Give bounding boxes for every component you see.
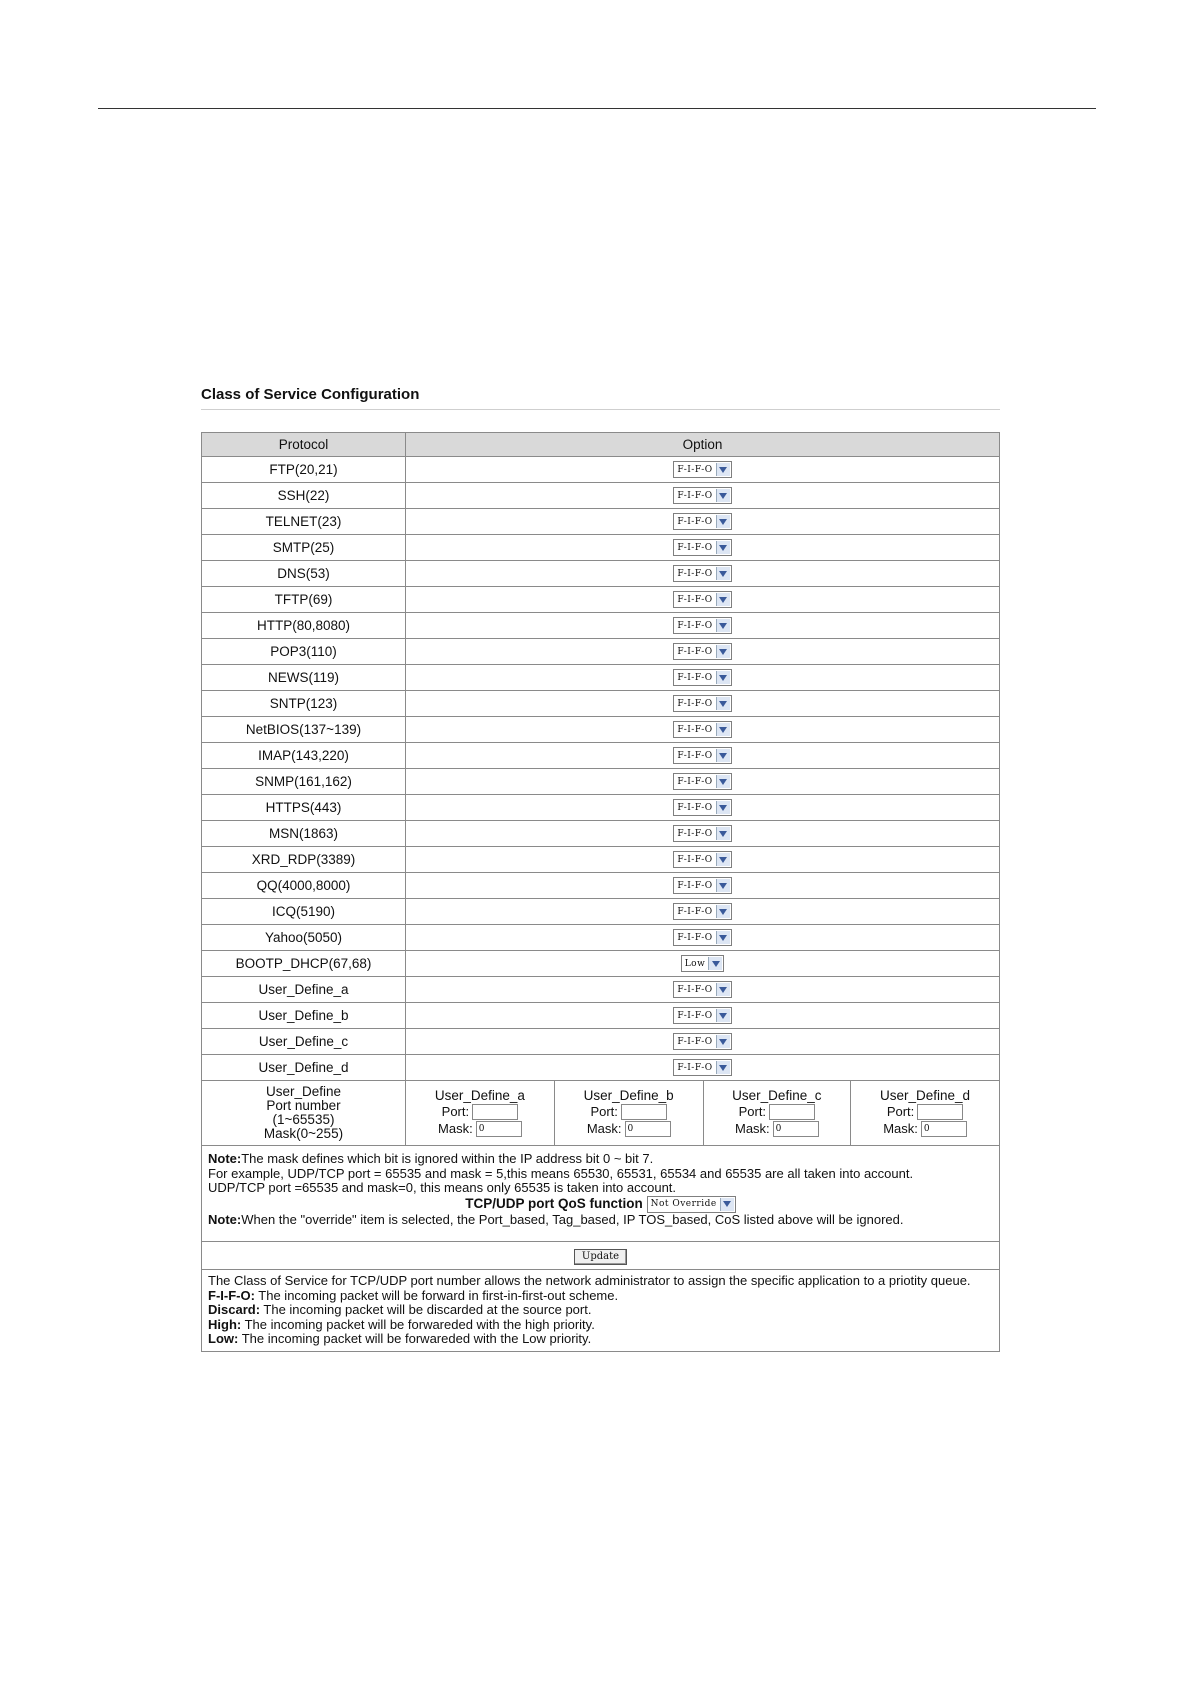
table-row [202, 795, 1000, 821]
note-2-label: Note: [208, 1211, 242, 1227]
chevron-down-icon [716, 1009, 730, 1022]
port-input[interactable] [917, 1104, 963, 1120]
priority-select-value: F-I-F-O [677, 698, 713, 709]
chevron-down-icon [716, 853, 730, 866]
protocol-name: FTP(20,21) [202, 457, 406, 483]
mask-input[interactable]: 0 [625, 1121, 671, 1137]
chevron-down-icon [716, 827, 730, 840]
note-2-text: When the "override" item is selected, the Port_based, Tag_based, IP TOS_based, CoS listed above will be ignored. [241, 1211, 904, 1227]
table-row [202, 483, 1000, 509]
legend-item [208, 1303, 993, 1318]
chevron-down-icon [716, 463, 730, 476]
priority-select-value: F-I-F-O [677, 906, 713, 917]
priority-select[interactable] [673, 591, 731, 608]
cos-config-section [201, 386, 1000, 1352]
user-define-name: User_Define_b [583, 1088, 674, 1103]
protocol-name: DNS(53) [202, 561, 406, 587]
protocol-name: SMTP(25) [202, 535, 406, 561]
update-row [202, 1242, 1000, 1270]
chevron-down-icon [708, 957, 722, 970]
protocol-name: User_Define_d [202, 1055, 406, 1081]
user-define-label-4: Mask(0~255) [263, 1126, 344, 1141]
priority-select[interactable] [681, 955, 725, 972]
priority-select[interactable] [673, 747, 731, 764]
option-cell [406, 899, 1000, 925]
note-example-2: UDP/TCP port =65535 and mask=0, this means only 65535 is taken into account. [208, 1180, 677, 1195]
chevron-down-icon [716, 983, 730, 996]
priority-select[interactable] [673, 617, 731, 634]
table-row [202, 1029, 1000, 1055]
table-row [202, 561, 1000, 587]
user-define-label-3: (1~65535) [272, 1112, 335, 1127]
chevron-down-icon [716, 541, 730, 554]
chevron-down-icon [716, 671, 730, 684]
notes-cell [202, 1146, 1000, 1242]
priority-select[interactable] [673, 461, 731, 478]
priority-select-value: F-I-F-O [677, 594, 713, 605]
option-cell [406, 639, 1000, 665]
priority-select[interactable] [673, 903, 731, 920]
protocol-name: User_Define_b [202, 1003, 406, 1029]
legend-desc: The incoming packet will be discarded at the source port. [260, 1302, 592, 1317]
option-cell [406, 665, 1000, 691]
user-define-column [554, 1081, 703, 1146]
priority-select-value: F-I-F-O [677, 750, 713, 761]
user-define-port-row [202, 1081, 1000, 1146]
legend-item [208, 1318, 993, 1333]
priority-select[interactable] [673, 929, 731, 946]
option-cell [406, 1055, 1000, 1081]
port-label: Port: [441, 1104, 470, 1119]
mask-label: Mask: [883, 1121, 918, 1136]
legend-term: F-I-F-O: [208, 1287, 255, 1303]
user-define-name: User_Define_c [732, 1088, 822, 1103]
priority-select[interactable] [673, 669, 731, 686]
option-cell [406, 977, 1000, 1003]
table-row [202, 847, 1000, 873]
table-row [202, 639, 1000, 665]
user-define-name: User_Define_a [434, 1088, 525, 1103]
table-row [202, 821, 1000, 847]
priority-select-value: F-I-F-O [677, 672, 713, 683]
chevron-down-icon [716, 567, 730, 580]
port-line [555, 1103, 703, 1120]
table-row [202, 951, 1000, 977]
priority-select-value: F-I-F-O [677, 620, 713, 631]
legend-term: High: [208, 1316, 242, 1332]
port-input[interactable] [621, 1104, 667, 1120]
legend-desc: The incoming packet will be forwareded with the Low priority. [238, 1331, 592, 1346]
mask-line [555, 1120, 703, 1137]
option-cell [406, 691, 1000, 717]
port-line [851, 1103, 999, 1120]
table-row [202, 925, 1000, 951]
mask-label: Mask: [586, 1121, 622, 1136]
chevron-down-icon [716, 931, 730, 944]
table-row [202, 535, 1000, 561]
chevron-down-icon [716, 593, 730, 606]
option-cell [406, 769, 1000, 795]
priority-select-value: F-I-F-O [677, 776, 713, 787]
option-cell [406, 925, 1000, 951]
option-cell [406, 821, 1000, 847]
priority-select-value: F-I-F-O [677, 828, 713, 839]
option-cell [406, 1003, 1000, 1029]
table-row [202, 873, 1000, 899]
port-label: Port: [738, 1104, 767, 1119]
note-1 [208, 1152, 993, 1167]
priority-select-value: F-I-F-O [677, 490, 713, 501]
title-divider [201, 409, 1000, 410]
priority-select-value: F-I-F-O [677, 464, 713, 475]
table-row [202, 743, 1000, 769]
chevron-down-icon [716, 801, 730, 814]
priority-select[interactable] [673, 487, 731, 504]
legend-items [208, 1289, 993, 1347]
port-line [406, 1103, 554, 1120]
user-define-label-cell [202, 1081, 406, 1146]
chevron-down-icon [720, 1198, 734, 1211]
priority-select[interactable] [673, 695, 731, 712]
priority-select-value: F-I-F-O [677, 724, 713, 735]
option-cell [406, 587, 1000, 613]
page-top-rule [98, 108, 1096, 109]
option-cell [406, 561, 1000, 587]
table-row [202, 457, 1000, 483]
priority-select[interactable] [673, 981, 731, 998]
user-define-name: User_Define_d [880, 1088, 971, 1103]
protocol-name: Yahoo(5050) [202, 925, 406, 951]
user-define-column [851, 1081, 1000, 1146]
priority-select[interactable] [673, 1033, 731, 1050]
notes-row [202, 1146, 1000, 1242]
mask-label: Mask: [734, 1121, 770, 1136]
chevron-down-icon [716, 879, 730, 892]
option-cell [406, 951, 1000, 977]
note-label: Note: [208, 1151, 242, 1166]
table-row [202, 509, 1000, 535]
user-define-column [406, 1081, 555, 1146]
user-define-label-2: Port number [266, 1098, 341, 1113]
protocol-name: SNMP(161,162) [202, 769, 406, 795]
user-define-label-1: User_Define [265, 1084, 342, 1099]
protocol-name: BOOTP_DHCP(67,68) [202, 951, 406, 977]
mask-input[interactable]: 0 [476, 1121, 522, 1137]
legend-item [208, 1289, 993, 1304]
chevron-down-icon [716, 619, 730, 632]
protocol-name: NEWS(119) [202, 665, 406, 691]
protocol-name: TELNET(23) [202, 509, 406, 535]
table-row [202, 691, 1000, 717]
port-label: Port: [590, 1104, 618, 1119]
priority-select-value: Low [684, 958, 706, 969]
option-cell [406, 509, 1000, 535]
priority-select-value: F-I-F-O [677, 932, 713, 943]
option-cell [406, 483, 1000, 509]
table-row [202, 1003, 1000, 1029]
chevron-down-icon [716, 749, 730, 762]
mask-input[interactable]: 0 [921, 1121, 967, 1137]
legend-desc: The incoming packet will be forward in first-in-first-out scheme. [254, 1287, 619, 1303]
table-row [202, 665, 1000, 691]
legend-term: Discard: [208, 1302, 261, 1317]
port-label: Port: [886, 1104, 915, 1119]
protocol-name: ICQ(5190) [202, 899, 406, 925]
option-cell [406, 717, 1000, 743]
protocol-name: User_Define_a [202, 977, 406, 1003]
option-cell [406, 795, 1000, 821]
priority-select-value: F-I-F-O [677, 646, 713, 657]
user-define-column [703, 1081, 851, 1146]
table-row [202, 587, 1000, 613]
priority-select[interactable] [673, 513, 731, 530]
priority-select[interactable] [673, 1007, 731, 1024]
priority-select-value: F-I-F-O [677, 854, 713, 865]
port-line [704, 1103, 851, 1120]
option-cell [406, 743, 1000, 769]
update-cell [202, 1242, 1000, 1270]
qos-function-label: TCP/UDP port QoS function [465, 1195, 643, 1211]
header-option: Option [406, 433, 1000, 457]
priority-select-value: F-I-F-O [677, 1062, 713, 1073]
option-cell [406, 1029, 1000, 1055]
priority-select[interactable] [673, 565, 731, 582]
qos-function-value: Not Override [650, 1198, 717, 1209]
note-1-text: The mask defines which bit is ignored within the IP address bit 0 ~ bit 7. [241, 1151, 654, 1166]
priority-select[interactable] [673, 825, 731, 842]
port-input[interactable] [769, 1104, 815, 1120]
priority-select-value: F-I-F-O [677, 880, 713, 891]
protocol-name: NetBIOS(137~139) [202, 717, 406, 743]
chevron-down-icon [716, 723, 730, 736]
table-row [202, 977, 1000, 1003]
table-row [202, 613, 1000, 639]
protocol-name: SSH(22) [202, 483, 406, 509]
protocol-name: POP3(110) [202, 639, 406, 665]
option-cell [406, 613, 1000, 639]
mask-line [406, 1120, 554, 1137]
priority-select-value: F-I-F-O [677, 802, 713, 813]
priority-select-value: F-I-F-O [677, 516, 713, 527]
mask-input[interactable]: 0 [773, 1121, 819, 1137]
protocol-name: SNTP(123) [202, 691, 406, 717]
qos-function-select[interactable] [647, 1196, 736, 1213]
protocol-name: HTTP(80,8080) [202, 613, 406, 639]
chevron-down-icon [716, 489, 730, 502]
legend-item [208, 1332, 993, 1347]
priority-select[interactable] [673, 721, 731, 738]
priority-select-value: F-I-F-O [677, 568, 713, 579]
note-2 [208, 1213, 993, 1228]
section-title: Class of Service Configuration [201, 386, 420, 403]
legend-row [202, 1270, 1000, 1352]
chevron-down-icon [716, 1061, 730, 1074]
chevron-down-icon [716, 697, 730, 710]
port-input[interactable] [472, 1104, 518, 1120]
chevron-down-icon [716, 515, 730, 528]
priority-select-value: F-I-F-O [677, 542, 713, 553]
legend-desc: The incoming packet will be forwareded with the high priority. [241, 1316, 595, 1332]
priority-select[interactable] [673, 643, 731, 660]
protocol-name: MSN(1863) [202, 821, 406, 847]
table-header-row [202, 433, 1000, 457]
chevron-down-icon [716, 645, 730, 658]
table-row [202, 899, 1000, 925]
protocol-name: XRD_RDP(3389) [202, 847, 406, 873]
priority-select-value: F-I-F-O [677, 984, 713, 995]
header-protocol: Protocol [202, 433, 406, 457]
mask-label: Mask: [438, 1121, 473, 1136]
option-cell [406, 847, 1000, 873]
priority-select-value: F-I-F-O [677, 1010, 713, 1021]
priority-select[interactable] [673, 851, 731, 868]
protocol-name: HTTPS(443) [202, 795, 406, 821]
update-button[interactable]: Update [574, 1249, 627, 1265]
priority-select-value: F-I-F-O [677, 1036, 713, 1047]
table-row [202, 769, 1000, 795]
protocol-name: TFTP(69) [202, 587, 406, 613]
priority-select[interactable] [673, 773, 731, 790]
table-row [202, 1055, 1000, 1081]
priority-select[interactable] [673, 877, 731, 894]
option-cell [406, 457, 1000, 483]
chevron-down-icon [716, 905, 730, 918]
legend-term: Low: [208, 1331, 239, 1346]
table-row [202, 717, 1000, 743]
mask-line [704, 1120, 851, 1137]
chevron-down-icon [716, 1035, 730, 1048]
option-cell [406, 873, 1000, 899]
legend-intro: The Class of Service for TCP/UDP port number allows the network administrator to assign the specific application to a priotity queue. [208, 1273, 971, 1288]
qos-function-line [208, 1196, 993, 1213]
protocol-name: IMAP(143,220) [202, 743, 406, 769]
protocol-name: User_Define_c [202, 1029, 406, 1055]
cos-table [201, 432, 1000, 1352]
priority-select[interactable] [673, 539, 731, 556]
priority-select[interactable] [673, 799, 731, 816]
legend-cell [202, 1270, 1000, 1352]
protocol-name: QQ(4000,8000) [202, 873, 406, 899]
priority-select[interactable] [673, 1059, 731, 1076]
note-example-1: For example, UDP/TCP port = 65535 and mask = 5,this means 65530, 65531, 65534 and 65535 are all taken into account. [208, 1165, 914, 1181]
chevron-down-icon [716, 775, 730, 788]
mask-line [851, 1120, 999, 1137]
option-cell [406, 535, 1000, 561]
